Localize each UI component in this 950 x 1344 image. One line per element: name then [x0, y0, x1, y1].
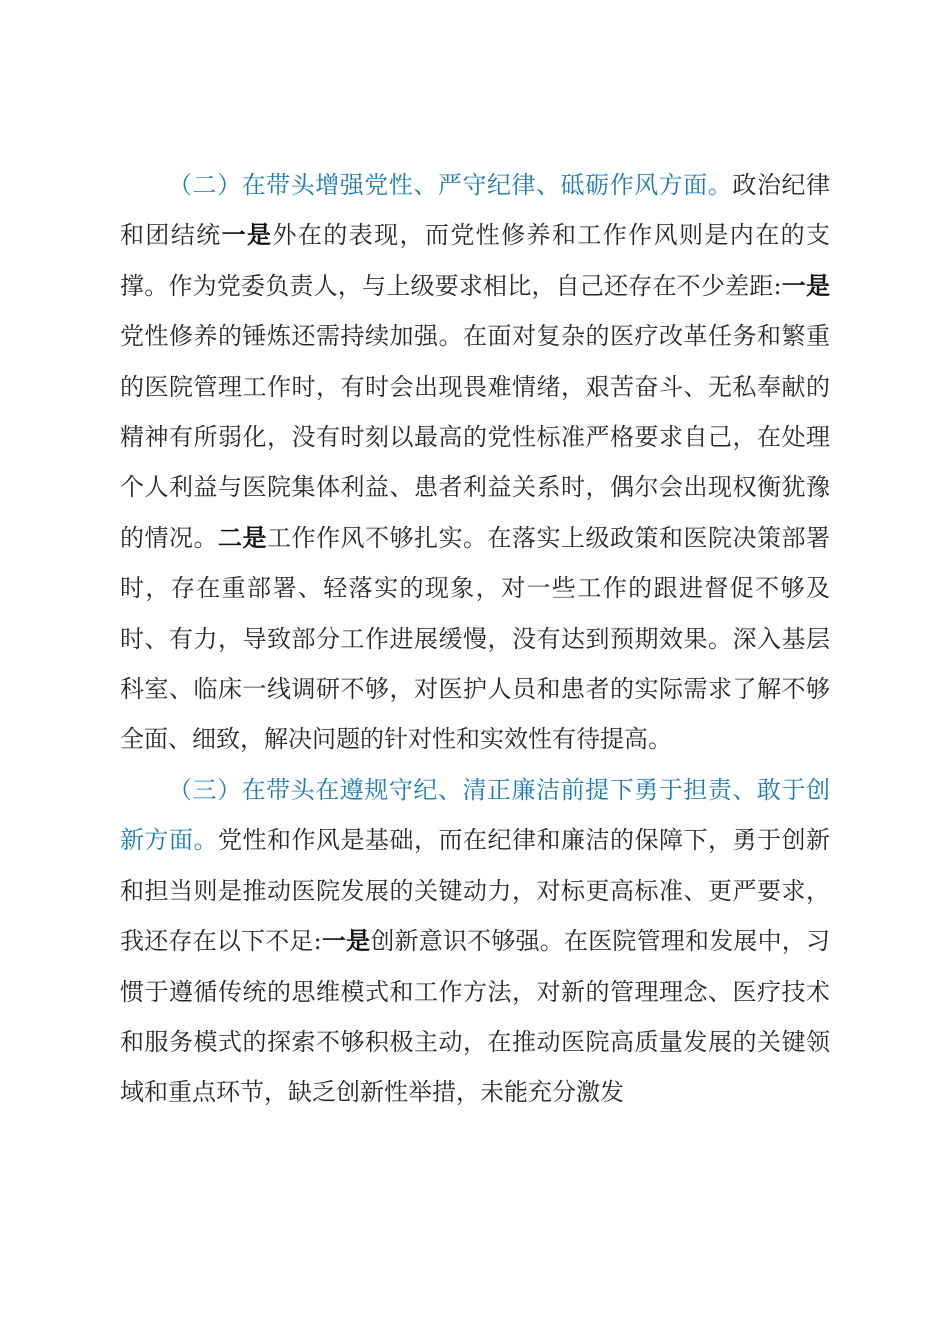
section-heading: （二）在带头增强党性、严守纪律、砥砺作风方面。: [168, 171, 733, 199]
bold-marker: 一是: [321, 926, 371, 956]
paragraph-section-3: [120, 765, 830, 1118]
body-text: 创新意识不够强。在医院管理和发展中，习惯于遵循传统的思维模式和工作方法，对新的管理理念、医疗技术和服务模式的探索不够积极主动，在推动医院高质量发展的关键领域和重点环节，缺乏创新性举措，未能充分激发: [120, 927, 831, 1107]
bold-marker: 二是: [218, 522, 267, 552]
document-page: [120, 160, 830, 1118]
section-heading: （三）在带头在遵规守纪、清正廉洁前提下勇于担责、敢于创新方面。: [120, 775, 830, 855]
body-text: 外在的表现，而党性修养和工作作风则是内在的支撑。作为党委负责人，与上级要求相比，自己还存在不少差距:: [120, 221, 831, 300]
body-text: 党性修养的锤炼还需持续加强。在面对复杂的医疗改革任务和繁重的医院管理工作时，有时会出现畏难情绪，艰苦奋斗、无私奉献的精神有所弱化，没有时刻以最高的党性标准严格要求自己，在处理个人利益与医院集体利益、患者利益关系时，偶尔会出现权衡犹豫的情况。: [120, 322, 830, 552]
body-text: 党性和作风是基础，而在纪律和廉洁的保障下，勇于创新和担当则是推动医院发展的关键动力，对标更高标准、更严要求，我还存在以下不足:: [120, 826, 830, 956]
body-text: 工作作风不够扎实。在落实上级政策和医院决策部署时，存在重部署、轻落实的现象，对一些工作的跟进督促不够及时、有力，导致部分工作进展缓慢，没有达到预期效果。深入基层科室、临床一线调研不够，对医护人员和患者的实际需求了解不够全面、细致，解决问题的针对性和实效性有待提高。: [120, 523, 830, 754]
paragraph-section-2: [120, 160, 830, 765]
bold-marker: 一是: [781, 270, 831, 300]
body-text: 政治纪律和团结统: [120, 171, 831, 250]
bold-marker: 一是: [221, 220, 273, 250]
